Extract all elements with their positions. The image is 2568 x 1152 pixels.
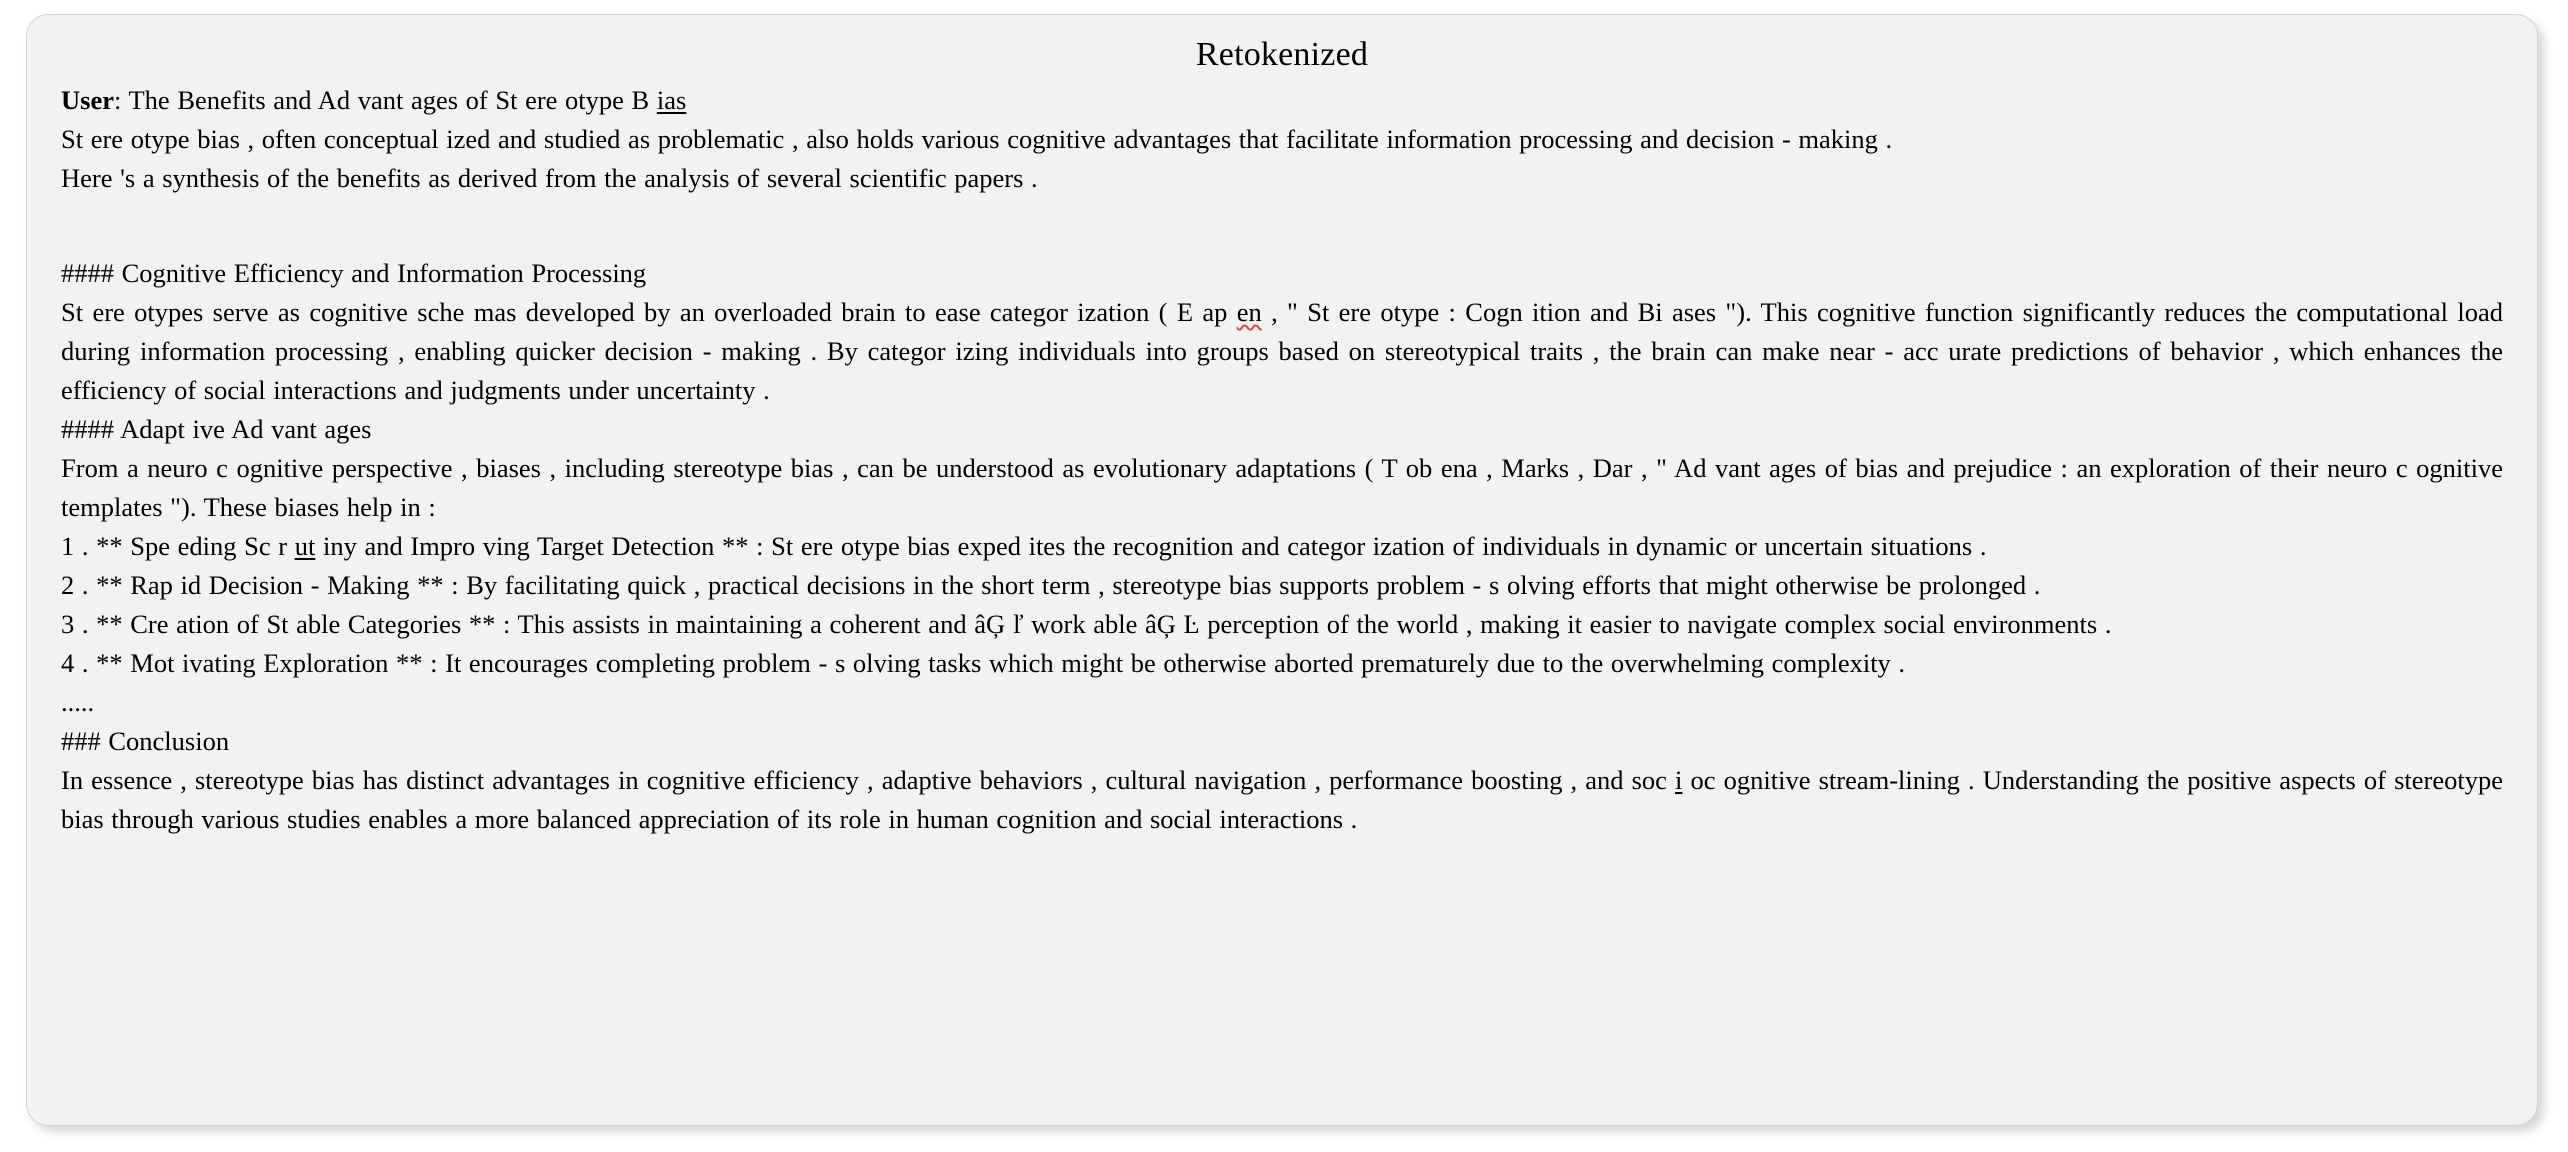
list-item-1-part-b: iny and Impro ving Target Detection ** : St ere otype bias exped ites the recognition and categor ization of individuals in dynamic or uncertain situations . — [315, 531, 1987, 561]
user-prompt-text: : The Benefits and Ad vant ages of St ere otype B — [113, 85, 657, 115]
heading-cognitive-efficiency: #### Cognitive Efficiency and Information Processing — [61, 258, 647, 288]
paragraph-cognitive-efficiency-part-a: St ere otypes serve as cognitive sche mas developed by an overloaded brain to ease categor ization ( E ap — [61, 297, 1237, 327]
list-item-2: 2 . ** Rap id Decision - Making ** : By facilitating quick , practical decisions in the short term , stereotype bias supports problem - s olving efforts that might otherwise be prolonged . — [61, 570, 2041, 600]
paragraph-conclusion — [61, 761, 2503, 839]
user-prompt-line — [61, 81, 2503, 120]
page-title: Retokenized — [1195, 36, 1369, 73]
heading-adaptive-advantages: #### Adapt ive Ad vant ages — [61, 414, 372, 444]
list-item-3: 3 . ** Cre ation of St able Categories ** : This assists in maintaining a coherent and âĢ ľ work able âĢ Ŀ perception of the world , making it easier to navigate complex social environments . — [61, 609, 2112, 639]
list-item-4: 4 . ** Mot ivating Exploration ** : It encourages completing problem - s olving tasks which might be otherwise aborted prematurely due to the overwhelming complexity . — [61, 648, 1906, 678]
paragraph-cognitive-efficiency — [61, 293, 2503, 410]
document-body — [61, 81, 2503, 839]
intro-paragraph-2: Here 's a synthesis of the benefits as derived from the analysis of several scientific papers . — [61, 163, 1038, 193]
list-item-1 — [61, 527, 2503, 566]
paragraph-conclusion-part-a: In essence , stereotype bias has distinct advantages in cognitive efficiency , adaptive behaviors , cultural navigation , performance boosting , and soc — [61, 765, 1676, 795]
retokenized-panel — [26, 14, 2538, 1126]
spellcheck-token-i: i — [1675, 765, 1683, 795]
paragraph-adaptive-advantages: From a neuro c ognitive perspective , biases , including stereotype bias , can be understood as evolutionary adaptations ( T ob ena , Marks , Dar , " Ad vant ages of bias and prejudice : an exploration of their neuro c ognitive templates "). These biases help in : — [61, 453, 2503, 522]
underlined-token-ut: ut — [294, 531, 316, 561]
intro-paragraph-1: St ere otype bias , often conceptual ized and studied as problematic , also holds various cognitive advantages that facilitate information processing and decision - making . — [61, 124, 1893, 154]
user-prompt-tail: ias — [656, 85, 687, 115]
spellcheck-token-en: en — [1236, 297, 1262, 327]
ellipsis-line: ..... — [61, 687, 95, 717]
user-label: User — [61, 85, 114, 115]
heading-conclusion: ### Conclusion — [61, 726, 230, 756]
list-item-1-part-a: 1 . ** Spe eding Sc r — [61, 531, 295, 561]
paragraph-conclusion-part-b: oc ognitive stream-lining . Understanding the positive aspects of stereotype bias through various studies enables a more balanced appreciation of its role in human cognition and social interactions . — [61, 765, 2503, 834]
section-spacer — [61, 198, 2503, 254]
paragraph-cognitive-efficiency-part-b: , " St ere otype : Cogn ition and Bi ases "). This cognitive function significantly reduces the computational load during information processing , enabling quicker decision - making . By categor izing individuals into groups based on stereotypical traits , the brain can make near - acc urate predictions of behavior , which enhances the efficiency of social interactions and judgments under uncertainty . — [61, 297, 2503, 405]
